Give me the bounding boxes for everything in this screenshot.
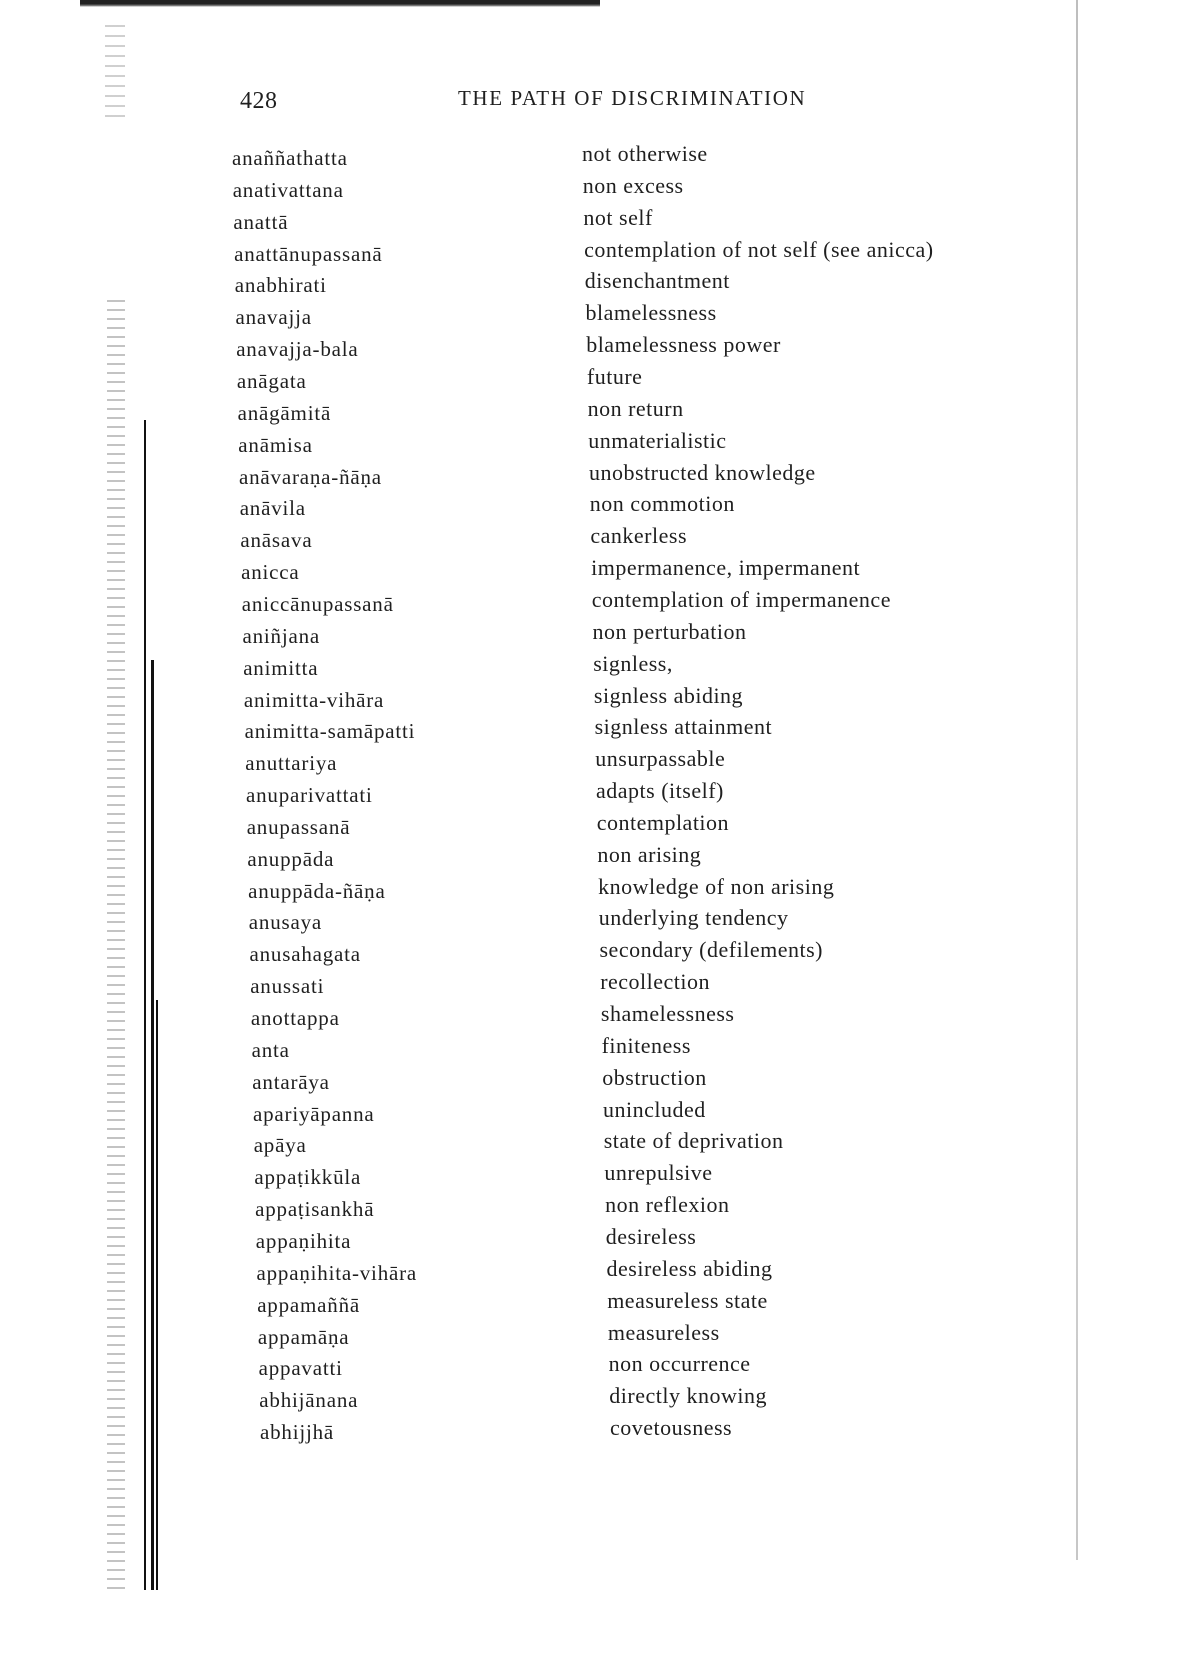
pali-term: abhijānana [259,1388,359,1413]
english-gloss: underlying tendency [598,905,789,931]
english-gloss: future [586,364,643,389]
pali-term: appavatti [258,1356,343,1381]
pali-term: animitta-vihāra [243,687,385,712]
pali-term: anta [251,1037,290,1062]
pali-term: appaṭisankhā [255,1197,375,1221]
english-gloss: unmaterialistic [588,427,727,453]
pali-term: anottappa [250,1006,340,1030]
english-gloss: non perturbation [592,618,747,644]
english-gloss: adapts (itself) [596,778,724,803]
pali-term: anāgata [236,369,307,393]
pali-term: apariyāpanna [253,1101,375,1126]
english-gloss: contemplation of not self (see anicca) [584,236,934,262]
pali-term: anabhirati [234,273,327,298]
pali-term: apāya [253,1133,307,1158]
english-gloss: impermanence, impermanent [591,555,861,580]
english-gloss: unsurpassable [595,746,726,772]
english-gloss: non arising [597,841,702,867]
pali-term: appamāṇa [257,1324,350,1349]
english-gloss: unrepulsive [604,1160,713,1186]
english-gloss: signless, [593,650,673,676]
pali-term: anāvaraṇa-ñāṇa [239,464,382,489]
pali-term: anattā [233,209,289,234]
english-gloss: unincluded [603,1096,706,1122]
english-gloss: non return [587,395,684,421]
pali-term: abhijjhā [260,1420,335,1444]
english-gloss: desireless abiding [606,1255,773,1281]
english-gloss: non commotion [589,491,735,517]
english-gloss: contemplation of impermanence [591,586,891,612]
english-gloss: not otherwise [582,141,708,166]
pali-term: animitta-samāpatti [244,719,416,744]
pali-term: appamaññā [257,1292,361,1317]
pali-term: anāmisa [238,432,313,457]
english-gloss: blamelessness power [586,332,781,358]
english-gloss: shamelessness [600,1001,735,1026]
pali-term: anicca [241,560,300,584]
pali-term: anāsava [240,528,313,553]
pali-term: appaṭikkūla [254,1165,362,1190]
pali-term: aniccānupassanā [241,591,394,616]
pali-term: anaññathatta [232,146,348,170]
pali-term: appaṇihita-vihāra [256,1260,418,1285]
english-gloss: signless abiding [593,682,744,708]
english-gloss: directly knowing [609,1383,767,1409]
english-gloss: recollection [600,969,711,995]
english-gloss: non reflexion [605,1192,730,1217]
pali-term: anussati [250,974,325,999]
english-gloss: signless attainment [594,714,773,740]
pali-term: appaṇihita [255,1228,352,1253]
english-gloss: measureless [607,1319,720,1345]
pali-term: anāgāmitā [237,400,332,425]
pali-term: anattānupassanā [234,241,383,266]
pali-term: anuppāda [247,846,335,871]
english-gloss: desireless [605,1223,697,1249]
pali-term: anusahagata [249,942,361,967]
page-number: 428 [240,88,278,114]
english-gloss: cankerless [590,523,688,549]
pali-term: anuttariya [245,751,338,776]
english-gloss: contemplation [596,809,730,835]
english-gloss: state of deprivation [603,1128,784,1154]
pali-term: antarāya [252,1069,330,1094]
pali-term: anavajja-bala [236,337,359,362]
english-gloss: covetousness [610,1415,733,1440]
english-gloss: measureless state [607,1287,768,1313]
pali-term: anuppāda-ñāṇa [248,878,386,903]
pali-term: animitta [243,655,319,680]
pali-term: anativattana [232,177,344,202]
english-gloss: secondary (defilements) [599,937,823,963]
english-gloss: disenchantment [584,268,730,294]
running-head: THE PATH OF DISCRIMINATION [458,86,807,110]
english-gloss: non excess [582,172,684,198]
pali-term: anavajja [235,305,312,330]
english-gloss: obstruction [602,1064,707,1090]
english-gloss: knowledge of non arising [598,873,835,899]
pali-term: aniñjana [242,623,321,648]
english-gloss: blamelessness [585,300,717,326]
english-gloss: not self [583,204,653,230]
pali-term: anusaya [248,910,323,935]
pali-term: anuparivattati [246,783,373,807]
english-gloss: non occurrence [608,1351,751,1377]
pali-term: anupassanā [246,814,351,839]
pali-term: anāvila [239,496,306,521]
english-gloss: finiteness [601,1032,691,1058]
english-gloss: unobstructed knowledge [589,459,816,485]
